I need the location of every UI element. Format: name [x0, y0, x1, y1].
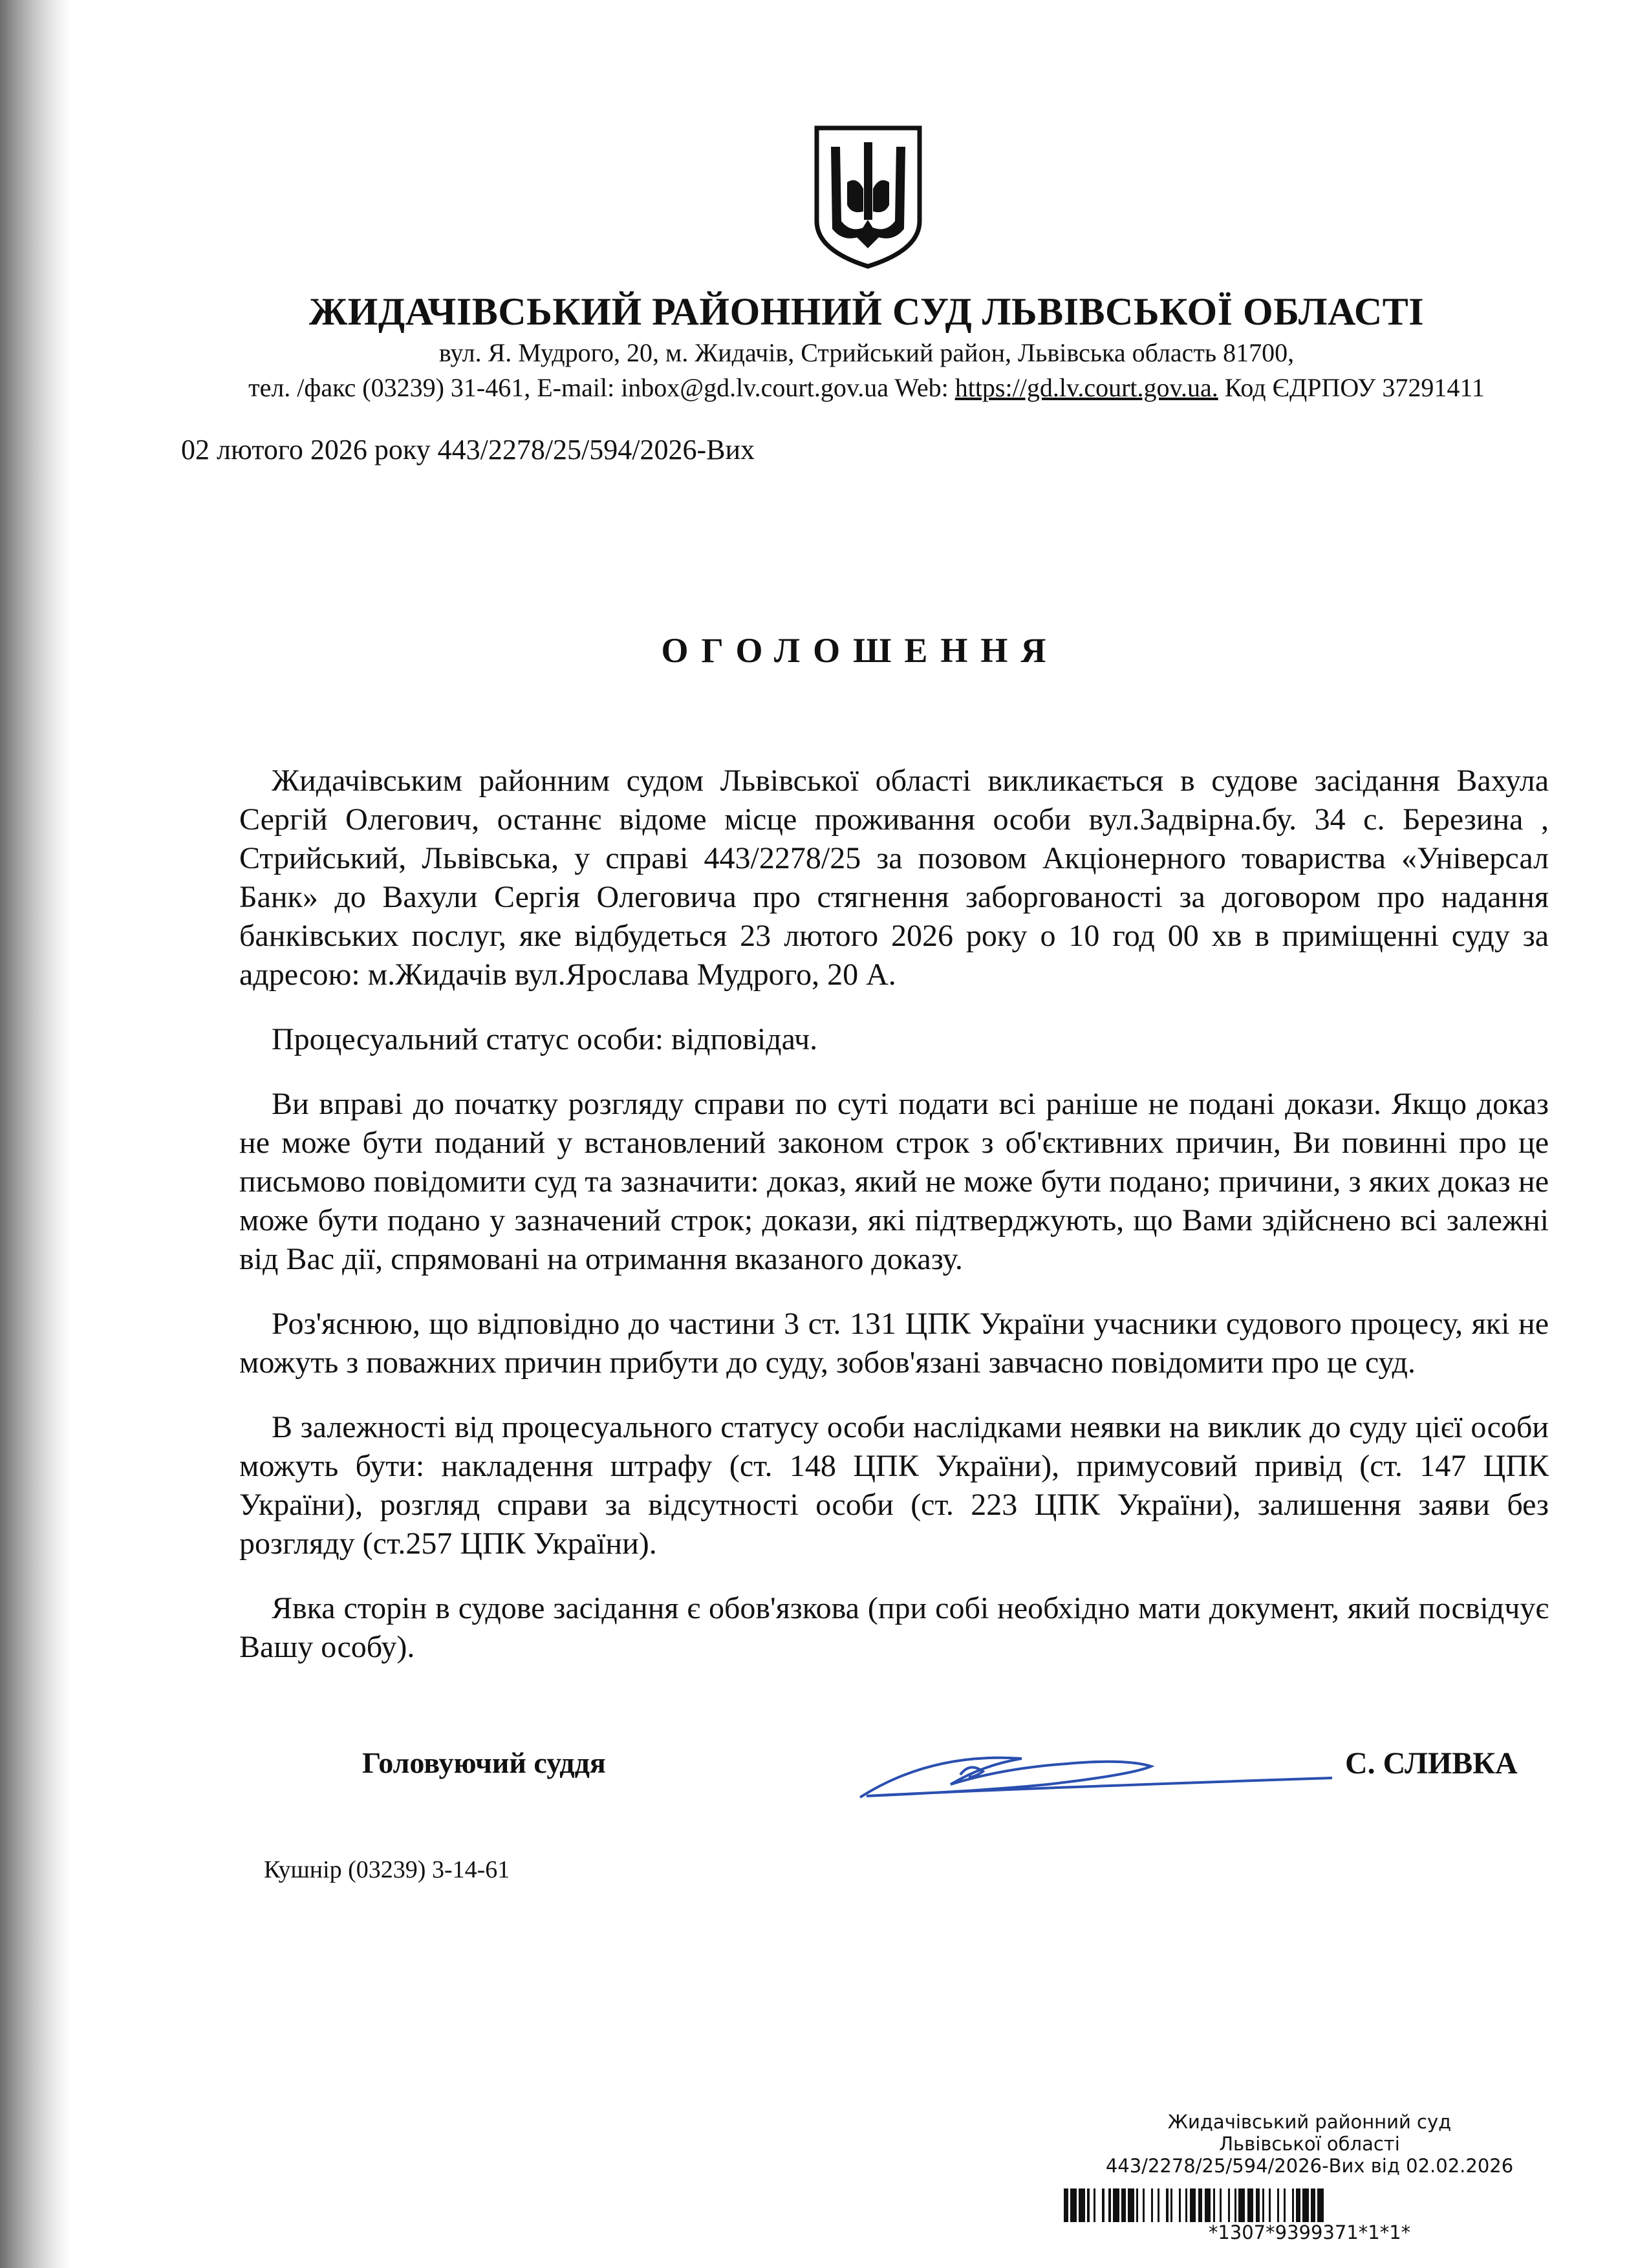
barcode-space: [1095, 2188, 1102, 2222]
paragraph-attendance: Явка сторін в судове засідання є обов'язкова (при собі необхідно мати документ, який посвідчує Вашу особу).: [239, 1591, 1549, 1664]
announcement-body: [239, 762, 1549, 1693]
barcode-bar: [1238, 2188, 1245, 2222]
stamp-region: Львівської області: [1219, 2133, 1400, 2155]
barcode-space: [1090, 2188, 1094, 2222]
barcode-space: [1222, 2188, 1228, 2222]
barcode-space: [1172, 2188, 1179, 2222]
barcode-bar: [1121, 2188, 1126, 2222]
barcode-space: [1264, 2188, 1269, 2222]
barcode-bar: [1079, 2188, 1085, 2222]
edrpou-code: Код ЄДРПОУ 37291411: [1218, 373, 1485, 402]
barcode-bar: [1247, 2188, 1254, 2222]
stamp-number: 443/2278/25/594/2026-Вих від 02.02.2026: [1105, 2155, 1514, 2177]
barcode-bar: [1296, 2188, 1300, 2222]
barcode-space: [1215, 2188, 1220, 2222]
barcode-space: [1230, 2188, 1234, 2222]
barcode-bar: [1256, 2188, 1260, 2222]
barcode-bar: [1205, 2188, 1211, 2222]
barcode-space: [1145, 2188, 1151, 2222]
barcode-bar: [1128, 2188, 1134, 2222]
contacts-text: тел. /факс (03239) 31-461, E-mail: inbox@gd.lv.court.gov.ua Web:: [248, 373, 955, 402]
barcode-space: [1105, 2188, 1109, 2222]
paragraph-explanation: Роз'яснюю, що відповідно до частини 3 ст. 131 ЦПК України учасники судового процесу, які не можуть з поважних причин прибути до суду, зобов'язані завчасно повідомити про це суд.: [239, 1307, 1549, 1380]
barcode: [1064, 2188, 1536, 2222]
barcode-space: [1159, 2188, 1166, 2222]
court-contacts: [0, 372, 1649, 403]
date-and-outgoing-number: 02 лютого 2026 року 443/2278/25/594/2026-Вих: [181, 434, 755, 465]
paragraph-consequences: В залежності від процесуального статусу особи наслідками неявки на виклик до суду цієї особи можуть бути: накладення штрафу (ст. 148 ЦПК України), примусовий привід (ст. 147 ЦПК України), розгляд справи за відсутності особи (ст. 223 ЦПК України), залишення заяви без розгляду (ст.257 ЦПК України).: [239, 1410, 1549, 1561]
barcode-bar: [1198, 2188, 1203, 2222]
judge-name: С. СЛИВКА: [1345, 1746, 1518, 1781]
barcode-space: [1138, 2188, 1143, 2222]
barcode-bar: [1113, 2188, 1119, 2222]
paragraph-status: Процесуальний статус особи: відповідач.: [272, 1022, 818, 1056]
registration-stamp: [1061, 2111, 1558, 2177]
stamp-court: Жидачівський районний суд: [1167, 2111, 1452, 2133]
website-link[interactable]: https://gd.lv.court.gov.ua.: [954, 373, 1218, 402]
court-name: ЖИДАЧІВСЬКИЙ РАЙОННИЙ СУД ЛЬВІВСЬКОЇ ОБЛАСТІ: [308, 290, 1425, 333]
barcode-space: [1286, 2188, 1292, 2222]
paragraph-summons: Жидачівським районним судом Львівської області викликається в судове засідання Вахула Сергій Олегович, останнє відоме місце проживання особи вул.Задвірна.бу. 34 с. Березина , Стрийський, Львівська, у справі 443/2278/25 за позовом Акціонерного товариства «Універсал Банк» до Вахули Сергія Олеговича про стягнення заборгованості за договором про надання банківських послуг, яке відбудеться 23 лютого 2026 року о 10 год 00 хв в приміщенні суду за адресою: м.Жидачів вул.Ярослава Мудрого, 20 А.: [239, 764, 1549, 992]
judge-role: Головуючий суддя: [362, 1746, 606, 1779]
barcode-space: [1279, 2188, 1284, 2222]
executor-contact: Кушнір (03239) 3-14-61: [264, 1856, 510, 1883]
barcode-bar: [1190, 2188, 1196, 2222]
barcode-space: [1181, 2188, 1185, 2222]
paragraph-evidence: Ви вправі до початку розгляду справи по суті подати всі раніше не подані докази. Якщо доказ не може бути поданий у встановлений законом строк з об'єктивних причин, Ви повинні про це письмово повідомити суд та зазначити: доказ, який не може бути подано; причини, з яких доказ не може бути подано у зазначений строк; докази, які підтверджують, що Вами здійснено всі залежні від Вас дії, спрямовані на отримання вказаного доказу.: [239, 1087, 1549, 1276]
barcode-space: [1153, 2188, 1158, 2222]
barcode-bar: [1302, 2188, 1309, 2222]
barcode-bar: [1317, 2188, 1324, 2222]
barcode-bar: [1311, 2188, 1315, 2222]
barcode-bar: [1064, 2188, 1068, 2222]
court-address: вул. Я. Мудрого, 20, м. Жидачів, Стрийський район, Львівська область 81700,: [438, 338, 1295, 367]
barcode-text: *1307*9399371*1*1*: [1208, 2221, 1411, 2243]
barcode-space: [1271, 2188, 1277, 2222]
trident-coat-of-arms-icon: [812, 124, 925, 270]
document-heading: ОГОЛОШЕННЯ: [661, 631, 1059, 670]
barcode-bar: [1070, 2188, 1077, 2222]
handwritten-signature: [854, 1739, 1345, 1810]
